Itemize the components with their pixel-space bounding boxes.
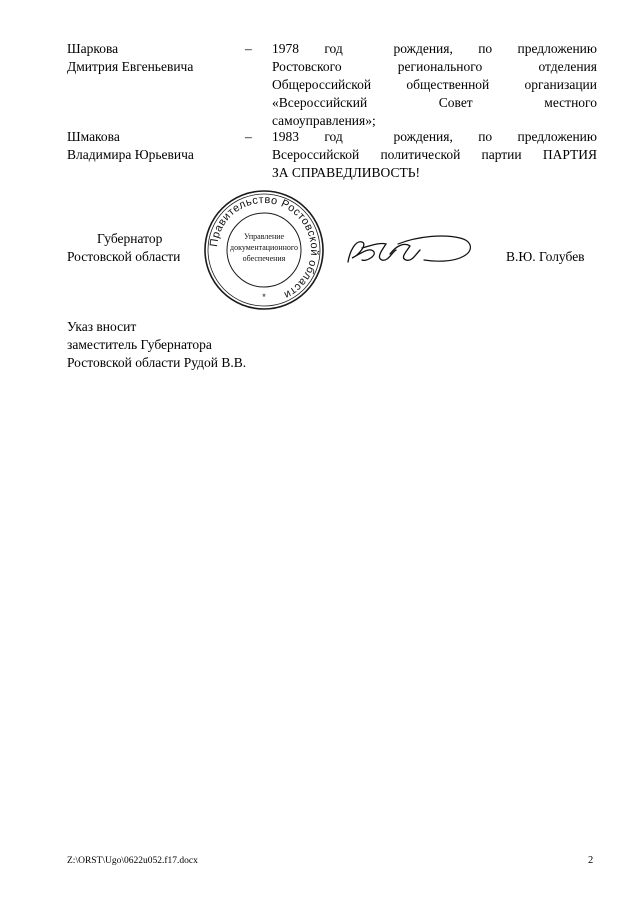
stamp-center-text: документационного xyxy=(230,243,298,252)
note-line: Ростовской области Рудой В.В. xyxy=(67,355,247,370)
signer-title xyxy=(67,230,207,266)
appointee-name xyxy=(67,128,237,164)
signer-title-line: Ростовской области xyxy=(67,249,181,264)
stamp-star: * xyxy=(262,292,266,302)
submission-note xyxy=(67,318,246,372)
description-line: Общероссийской общественной организации xyxy=(272,77,597,92)
signer-title-line: Губернатор xyxy=(97,231,163,246)
signer-name: В.Ю. Голубев xyxy=(506,249,585,264)
description-line: Ростовского регионального отделения xyxy=(272,59,597,74)
appointee-surname: Шмакова xyxy=(67,129,120,144)
description-line: 1983 год рождения, по предложению xyxy=(272,129,597,144)
dash-separator: – xyxy=(245,41,252,56)
description-line: Всероссийской политической партии ПАРТИЯ xyxy=(272,147,597,162)
description-line: 1978 год рождения, по предложению xyxy=(272,41,597,56)
handwritten-signature xyxy=(340,232,480,272)
appointee-name xyxy=(67,40,237,76)
stamp-center-text: Управление xyxy=(243,232,285,241)
appointee-surname: Шаркова xyxy=(67,41,119,56)
page-number: 2 xyxy=(588,855,594,866)
description-line: ЗА СПРАВЕДЛИВОСТЬ! xyxy=(272,165,420,180)
description-line: «Всероссийский Совет местного xyxy=(272,95,597,110)
stamp-center-text: обеспечения xyxy=(242,254,286,263)
dash-separator: – xyxy=(245,129,252,144)
appointee-description xyxy=(272,40,597,130)
footer-file-path: Z:\ORST\Ugo\0622u052.f17.docx xyxy=(67,856,198,866)
official-stamp xyxy=(203,189,325,311)
note-line: Указ вносит xyxy=(67,319,137,334)
description-line: самоуправления»; xyxy=(272,113,376,128)
appointee-given-names: Дмитрия Евгеньевича xyxy=(67,59,194,74)
note-line: заместитель Губернатора xyxy=(67,337,212,352)
appointee-description xyxy=(272,128,597,182)
appointee-given-names: Владимира Юрьевича xyxy=(67,147,194,162)
stamp-ring-text: Правительство Ростовской области xyxy=(208,193,321,302)
